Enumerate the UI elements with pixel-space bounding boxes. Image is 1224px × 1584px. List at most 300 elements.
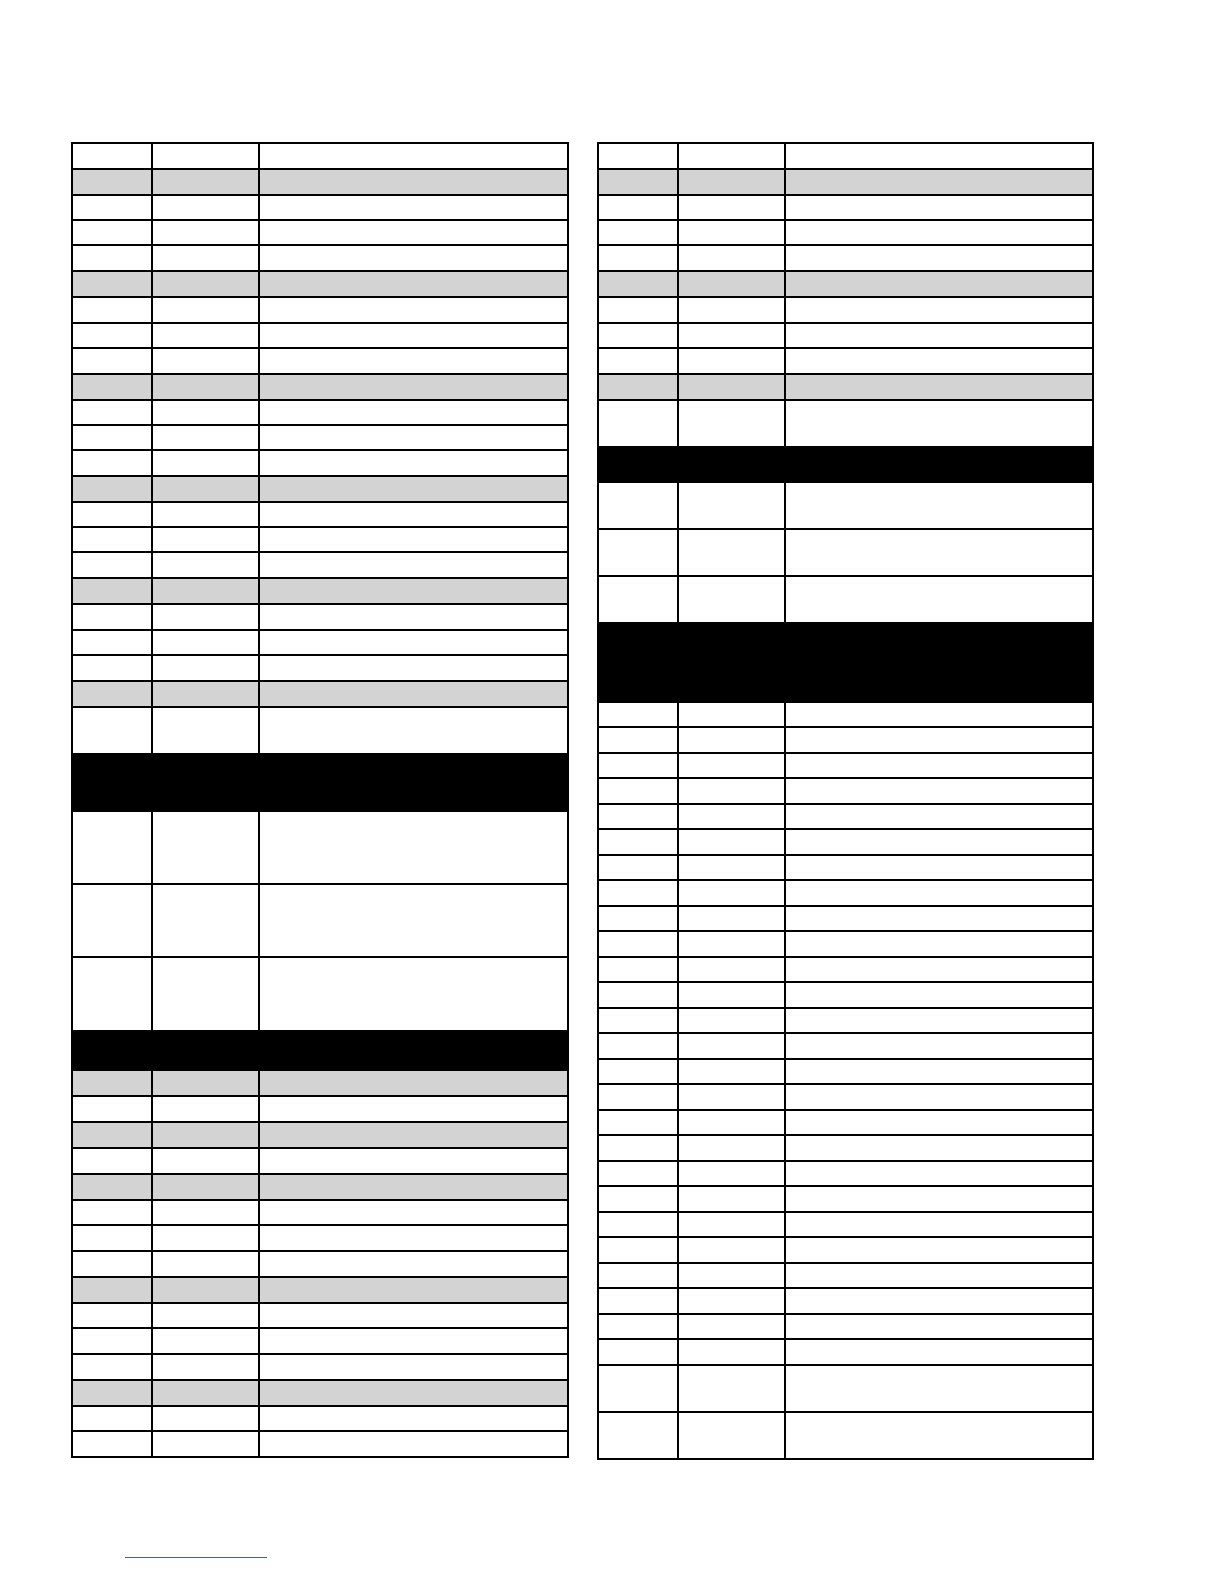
table-cell xyxy=(598,982,678,1008)
table-row xyxy=(598,1314,1093,1339)
table-cell xyxy=(785,1110,1093,1135)
table-cell xyxy=(72,655,152,681)
table-cell xyxy=(259,1148,568,1174)
table-cell xyxy=(152,169,259,195)
table-row xyxy=(598,1059,1093,1084)
table-cell xyxy=(152,1380,259,1406)
table-cell xyxy=(785,1314,1093,1339)
table-cell xyxy=(678,778,785,804)
table-cell xyxy=(598,727,678,753)
table-cell xyxy=(259,630,568,655)
table-cell xyxy=(785,143,1093,169)
table-cell xyxy=(259,604,568,630)
table-cell xyxy=(259,348,568,374)
table-cell xyxy=(72,1070,152,1096)
table-cell xyxy=(152,1031,259,1070)
table-row xyxy=(72,754,568,811)
table-row xyxy=(598,529,1093,576)
table-row xyxy=(72,323,568,348)
table-cell xyxy=(152,271,259,297)
table-cell xyxy=(678,623,785,702)
table-cell xyxy=(259,1277,568,1303)
table-row xyxy=(598,702,1093,727)
table-cell xyxy=(678,829,785,855)
table-cell xyxy=(72,1431,152,1457)
table-cell xyxy=(598,348,678,374)
table-cell xyxy=(72,323,152,348)
table-cell xyxy=(785,957,1093,982)
table-row xyxy=(72,552,568,578)
table-cell xyxy=(152,1431,259,1457)
table-cell xyxy=(259,1431,568,1457)
table-cell xyxy=(785,1059,1093,1084)
table-cell xyxy=(259,220,568,245)
table-cell xyxy=(785,829,1093,855)
table-cell xyxy=(598,1339,678,1365)
table-cell xyxy=(152,604,259,630)
table-row xyxy=(598,957,1093,982)
table-cell xyxy=(598,1186,678,1212)
table-row xyxy=(72,681,568,707)
table-cell xyxy=(259,1303,568,1328)
table-cell xyxy=(259,1328,568,1354)
table-cell xyxy=(72,957,152,1031)
table-cell xyxy=(678,482,785,529)
table-cell xyxy=(259,400,568,425)
table-row xyxy=(598,143,1093,169)
table-row xyxy=(72,527,568,552)
table-cell xyxy=(598,1314,678,1339)
table-cell xyxy=(678,1186,785,1212)
table-cell xyxy=(72,348,152,374)
table-cell xyxy=(678,323,785,348)
table-row xyxy=(598,855,1093,880)
table-row xyxy=(72,297,568,323)
table-row xyxy=(598,778,1093,804)
table-cell xyxy=(678,576,785,623)
table-row xyxy=(72,476,568,502)
table-row xyxy=(72,1148,568,1174)
table-cell xyxy=(678,1339,785,1365)
table-cell xyxy=(72,754,152,811)
table-cell xyxy=(678,1008,785,1033)
table-row xyxy=(598,195,1093,220)
table-cell xyxy=(785,1365,1093,1412)
table-row xyxy=(72,195,568,220)
table-cell xyxy=(678,982,785,1008)
table-cell xyxy=(785,348,1093,374)
table-cell xyxy=(152,297,259,323)
table-cell xyxy=(72,374,152,400)
table-cell xyxy=(72,604,152,630)
table-cell xyxy=(785,482,1093,529)
table-row xyxy=(72,707,568,754)
table-row xyxy=(72,1380,568,1406)
table-cell xyxy=(152,1200,259,1225)
table-cell xyxy=(678,1212,785,1237)
table-cell xyxy=(152,630,259,655)
table-cell xyxy=(785,1135,1093,1161)
table-cell xyxy=(678,195,785,220)
table-cell xyxy=(259,143,568,169)
table-cell xyxy=(259,450,568,476)
table-cell xyxy=(152,476,259,502)
table-cell xyxy=(152,1122,259,1148)
table-cell xyxy=(678,1288,785,1314)
table-cell xyxy=(72,552,152,578)
table-row xyxy=(598,829,1093,855)
table-row xyxy=(598,1339,1093,1365)
table-cell xyxy=(152,707,259,754)
table-cell xyxy=(72,195,152,220)
table-cell xyxy=(72,425,152,450)
table-cell xyxy=(598,297,678,323)
table-cell xyxy=(72,707,152,754)
table-cell xyxy=(598,1365,678,1412)
table-cell xyxy=(72,1328,152,1354)
table-cell xyxy=(785,297,1093,323)
table-cell xyxy=(785,855,1093,880)
table-cell xyxy=(72,1148,152,1174)
table-cell xyxy=(598,880,678,906)
table-row xyxy=(72,604,568,630)
table-cell xyxy=(152,1096,259,1122)
table-cell xyxy=(598,1008,678,1033)
table-cell xyxy=(72,1174,152,1200)
table-row xyxy=(598,880,1093,906)
table-cell xyxy=(152,1225,259,1251)
table-row xyxy=(598,1161,1093,1186)
table-cell xyxy=(785,1033,1093,1059)
table-cell xyxy=(72,884,152,957)
table-cell xyxy=(259,502,568,527)
table-cell xyxy=(72,1277,152,1303)
table-cell xyxy=(152,1251,259,1277)
table-row xyxy=(598,447,1093,482)
table-cell xyxy=(598,529,678,576)
table-cell xyxy=(678,702,785,727)
table-cell xyxy=(259,1070,568,1096)
table-row xyxy=(598,1135,1093,1161)
table-cell xyxy=(259,245,568,271)
table-row xyxy=(72,143,568,169)
table-cell xyxy=(152,681,259,707)
table-cell xyxy=(152,245,259,271)
table-cell xyxy=(598,906,678,931)
table-cell xyxy=(678,1412,785,1459)
table-row xyxy=(72,578,568,604)
table-cell xyxy=(152,527,259,552)
table-cell xyxy=(152,143,259,169)
table-cell xyxy=(152,1406,259,1431)
table-row xyxy=(598,297,1093,323)
table-cell xyxy=(678,1110,785,1135)
table-cell xyxy=(785,1412,1093,1459)
table-cell xyxy=(785,1084,1093,1110)
table-cell xyxy=(152,1070,259,1096)
table-cell xyxy=(598,1288,678,1314)
table-cell xyxy=(678,348,785,374)
table-cell xyxy=(598,143,678,169)
left-table xyxy=(71,142,569,1458)
table-cell xyxy=(259,297,568,323)
table-cell xyxy=(72,1122,152,1148)
table-row xyxy=(72,348,568,374)
table-cell xyxy=(152,884,259,957)
table-cell xyxy=(152,502,259,527)
table-row xyxy=(72,1122,568,1148)
table-row xyxy=(598,906,1093,931)
table-cell xyxy=(259,884,568,957)
table-row xyxy=(72,1174,568,1200)
table-cell xyxy=(678,374,785,400)
table-cell xyxy=(259,1031,568,1070)
table-cell xyxy=(152,425,259,450)
table-cell xyxy=(72,578,152,604)
table-cell xyxy=(152,220,259,245)
table-row xyxy=(72,1277,568,1303)
table-cell xyxy=(598,374,678,400)
table-cell xyxy=(598,195,678,220)
table-cell xyxy=(598,957,678,982)
table-row xyxy=(72,630,568,655)
table-row xyxy=(598,271,1093,297)
table-cell xyxy=(259,552,568,578)
table-cell xyxy=(152,1174,259,1200)
table-row xyxy=(598,1237,1093,1263)
table-cell xyxy=(72,1354,152,1380)
table-cell xyxy=(72,1380,152,1406)
table-cell xyxy=(678,297,785,323)
table-cell xyxy=(152,348,259,374)
table-cell xyxy=(678,1314,785,1339)
table-row xyxy=(72,1200,568,1225)
table-cell xyxy=(259,957,568,1031)
table-row xyxy=(72,425,568,450)
table-row xyxy=(72,1070,568,1096)
table-row xyxy=(598,1212,1093,1237)
table-cell xyxy=(785,1008,1093,1033)
footer-rule xyxy=(125,1557,267,1558)
table-row xyxy=(598,400,1093,447)
table-cell xyxy=(259,374,568,400)
table-cell xyxy=(259,195,568,220)
table-cell xyxy=(785,753,1093,778)
table-row xyxy=(598,1412,1093,1459)
table-cell xyxy=(152,552,259,578)
table-cell xyxy=(72,1200,152,1225)
table-cell xyxy=(785,220,1093,245)
table-cell xyxy=(152,195,259,220)
table-cell xyxy=(678,804,785,829)
table-row xyxy=(598,1110,1093,1135)
table-cell xyxy=(72,450,152,476)
table-row xyxy=(598,1084,1093,1110)
table-row xyxy=(72,220,568,245)
table-row xyxy=(72,374,568,400)
table-cell xyxy=(598,1135,678,1161)
table-row xyxy=(72,811,568,884)
table-cell xyxy=(152,1354,259,1380)
table-cell xyxy=(259,1122,568,1148)
table-row xyxy=(598,623,1093,702)
table-cell xyxy=(72,1225,152,1251)
table-cell xyxy=(678,931,785,957)
table-cell xyxy=(598,623,678,702)
table-row xyxy=(72,271,568,297)
table-cell xyxy=(785,931,1093,957)
table-row xyxy=(72,1328,568,1354)
table-row xyxy=(598,1033,1093,1059)
table-cell xyxy=(785,1288,1093,1314)
table-cell xyxy=(678,1161,785,1186)
table-row xyxy=(598,220,1093,245)
table-cell xyxy=(678,143,785,169)
table-cell xyxy=(678,880,785,906)
table-cell xyxy=(785,1161,1093,1186)
table-cell xyxy=(72,220,152,245)
table-cell xyxy=(678,1135,785,1161)
table-cell xyxy=(785,778,1093,804)
table-cell xyxy=(259,1096,568,1122)
table-cell xyxy=(72,527,152,552)
table-cell xyxy=(678,447,785,482)
table-cell xyxy=(72,245,152,271)
table-cell xyxy=(259,323,568,348)
table-cell xyxy=(598,829,678,855)
table-row xyxy=(598,1365,1093,1412)
table-cell xyxy=(259,681,568,707)
table-cell xyxy=(678,906,785,931)
table-cell xyxy=(259,1251,568,1277)
table-cell xyxy=(785,982,1093,1008)
table-cell xyxy=(72,297,152,323)
table-cell xyxy=(72,1251,152,1277)
table-row xyxy=(598,931,1093,957)
table-row xyxy=(72,1031,568,1070)
table-row xyxy=(598,1008,1093,1033)
table-row xyxy=(72,400,568,425)
table-cell xyxy=(678,169,785,195)
table-cell xyxy=(259,527,568,552)
table-cell xyxy=(72,1303,152,1328)
table-cell xyxy=(152,1328,259,1354)
table-cell xyxy=(678,753,785,778)
table-cell xyxy=(259,1200,568,1225)
table-row xyxy=(72,1251,568,1277)
table-cell xyxy=(259,578,568,604)
table-row xyxy=(72,1225,568,1251)
table-cell xyxy=(259,1174,568,1200)
table-row xyxy=(598,169,1093,195)
table-row xyxy=(598,804,1093,829)
table-row xyxy=(72,245,568,271)
table-cell xyxy=(152,655,259,681)
table-row xyxy=(72,1303,568,1328)
left-table-body xyxy=(72,143,568,1457)
right-table-body xyxy=(598,143,1093,1459)
table-cell xyxy=(598,1412,678,1459)
table-row xyxy=(598,1263,1093,1288)
table-cell xyxy=(598,482,678,529)
table-row xyxy=(598,323,1093,348)
table-cell xyxy=(598,778,678,804)
table-cell xyxy=(785,804,1093,829)
table-cell xyxy=(785,1339,1093,1365)
table-cell xyxy=(785,880,1093,906)
table-cell xyxy=(785,323,1093,348)
table-cell xyxy=(259,1406,568,1431)
table-row xyxy=(72,450,568,476)
table-cell xyxy=(785,529,1093,576)
table-cell xyxy=(72,400,152,425)
table-cell xyxy=(785,195,1093,220)
table-cell xyxy=(598,400,678,447)
table-cell xyxy=(785,1263,1093,1288)
table-cell xyxy=(72,169,152,195)
table-cell xyxy=(785,400,1093,447)
table-cell xyxy=(598,271,678,297)
table-cell xyxy=(72,476,152,502)
table-row xyxy=(598,245,1093,271)
table-cell xyxy=(259,811,568,884)
table-cell xyxy=(152,400,259,425)
table-cell xyxy=(259,476,568,502)
table-cell xyxy=(785,727,1093,753)
table-row xyxy=(598,982,1093,1008)
table-row xyxy=(598,576,1093,623)
table-cell xyxy=(598,323,678,348)
table-row xyxy=(72,884,568,957)
table-cell xyxy=(785,576,1093,623)
table-row xyxy=(598,1186,1093,1212)
table-cell xyxy=(598,855,678,880)
table-cell xyxy=(259,754,568,811)
table-cell xyxy=(678,1084,785,1110)
table-cell xyxy=(259,271,568,297)
table-cell xyxy=(785,374,1093,400)
table-cell xyxy=(72,681,152,707)
table-cell xyxy=(152,1303,259,1328)
table-cell xyxy=(598,1084,678,1110)
table-cell xyxy=(72,502,152,527)
table-row xyxy=(72,169,568,195)
table-cell xyxy=(678,1237,785,1263)
table-cell xyxy=(785,702,1093,727)
table-row xyxy=(598,482,1093,529)
table-cell xyxy=(678,529,785,576)
table-cell xyxy=(598,1033,678,1059)
table-cell xyxy=(598,1059,678,1084)
table-row xyxy=(72,1354,568,1380)
table-cell xyxy=(598,1212,678,1237)
table-cell xyxy=(785,271,1093,297)
table-cell xyxy=(152,450,259,476)
table-cell xyxy=(678,1059,785,1084)
table-cell xyxy=(152,811,259,884)
table-cell xyxy=(598,1110,678,1135)
table-cell xyxy=(785,1212,1093,1237)
table-cell xyxy=(785,1237,1093,1263)
table-row xyxy=(72,655,568,681)
table-cell xyxy=(785,447,1093,482)
table-cell xyxy=(72,271,152,297)
table-cell xyxy=(785,245,1093,271)
table-cell xyxy=(678,1033,785,1059)
table-row xyxy=(72,1431,568,1457)
table-cell xyxy=(785,169,1093,195)
table-cell xyxy=(598,169,678,195)
